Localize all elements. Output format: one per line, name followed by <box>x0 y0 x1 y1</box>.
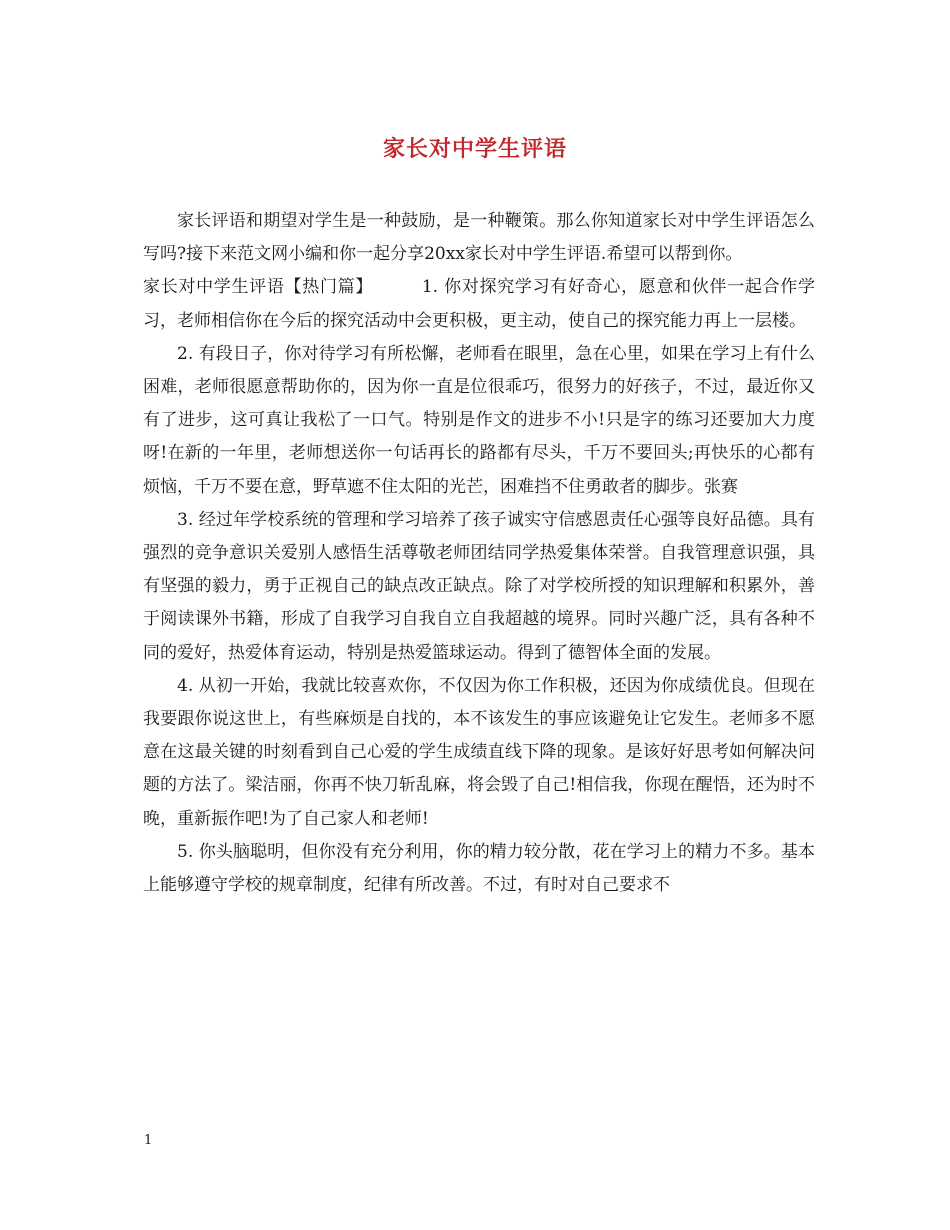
section-paragraph <box>143 271 815 337</box>
comment-item-1: 1. 你对探究学习有好奇心，愿意和伙伴一起合作学习，老师相信你在今后的探究活动中会更积极，更主动，使自己的探究能力再上一层楼。 <box>143 277 816 331</box>
comment-item-2: 2. 有段日子，你对待学习有所松懈，老师看在眼里，急在心里，如果在学习上有什么困难，老师很愿意帮助你的，因为你一直是位很乖巧，很努力的好孩子，不过，最近你又有了进步，这可真让我松了一口气。特别是作文的进步不小!只是字的练习还要加大力度呀!在新的一年里，老师想送你一句话再长的路都有尽头，千万不要回头;再快乐的心都有烦恼，千万不要在意，野草遮不住太阳的光芒，困难挡不住勇敢者的脚步。张赛 <box>143 343 815 497</box>
comment-item-5: 5. 你头脑聪明，但你没有充分利用，你的精力较分散，花在学习上的精力不多。基本上能够遵守学校的规章制度，纪律有所改善。不过，有时对自己要求不 <box>143 841 815 896</box>
page-number: 1 <box>144 1133 153 1148</box>
document-title: 家长对中学生评语 <box>382 136 567 162</box>
intro-paragraph: 家长评语和期望对学生是一种鼓励，是一种鞭策。那么你知道家长对中学生评语怎么写吗?接下来范文网小编和你一起分享20xx家长对中学生评语.希望可以帮到你。 <box>143 211 815 265</box>
comment-item-3: 3. 经过年学校系统的管理和学习培养了孩子诚实守信感恩责任心强等良好品德。具有强烈的竞争意识关爱别人感悟生活尊敬老师团结同学热爱集体荣誉。自我管理意识强，具有坚强的毅力，勇于正视自己的缺点改正缺点。除了对学校所授的知识理解和积累外，善于阅读课外书籍，形成了自我学习自我自立自我超越的境界。同时兴趣广泛，具有各种不同的爱好，热爱体育运动，特别是热爱篮球运动。得到了德智体全面的发展。 <box>143 509 815 663</box>
comment-item-4: 4. 从初一开始，我就比较喜欢你，不仅因为你工作积极，还因为你成绩优良。但现在我要跟你说这世上，有些麻烦是自找的，本不该发生的事应该避免让它发生。老师多不愿意在这最关键的时刻看到自己心爱的学生成绩直线下降的现象。是该好好思考如何解决问题的方法了。梁洁丽，你再不快刀斩乱麻，将会毁了自己!相信我，你现在醒悟，还为时不晚，重新振作吧!为了自己家人和老师! <box>143 675 815 829</box>
section-heading: 家长对中学生评语【热门篇】 <box>143 277 374 298</box>
spacer <box>373 277 422 297</box>
document-body <box>143 205 815 902</box>
